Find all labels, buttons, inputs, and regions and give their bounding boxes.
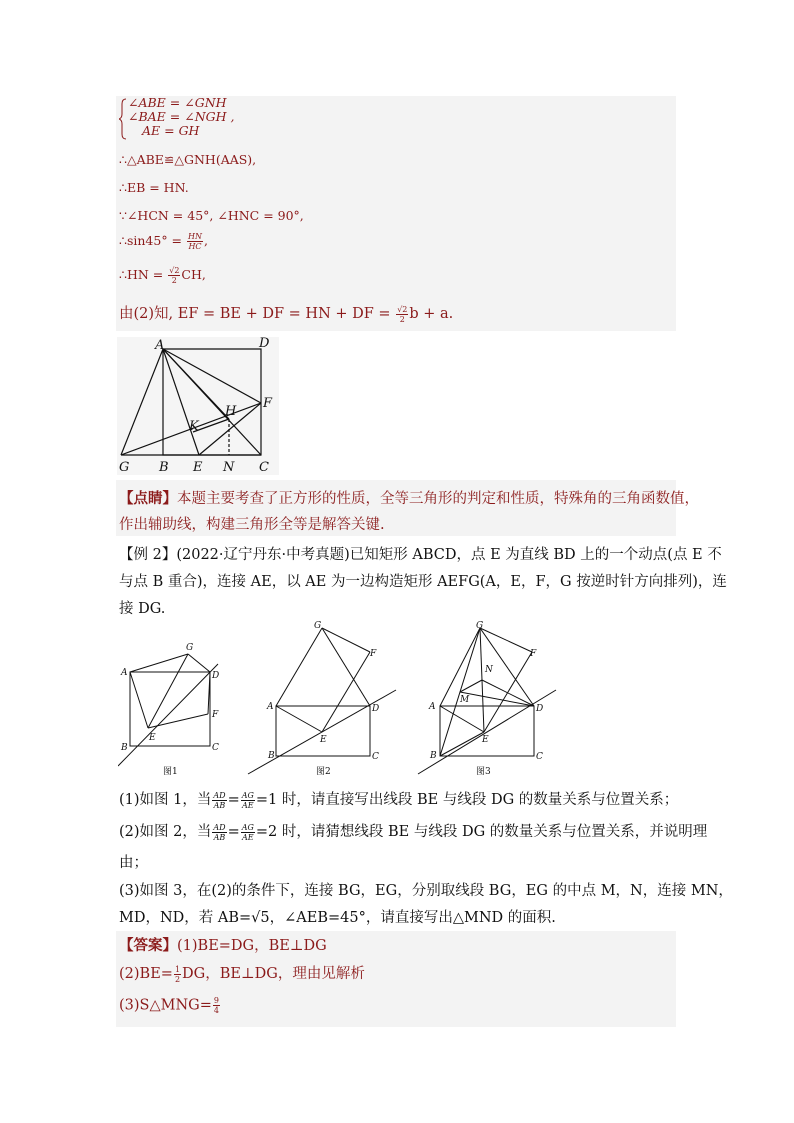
fig3-label-A: A [429,702,436,712]
fig2-label-B: B [268,751,275,761]
label-E: E [193,460,203,475]
fig1-label-E: E [149,733,156,743]
label-C: C [259,460,269,475]
fig3-label-G: G [476,621,484,631]
answer-line-1: 【答案】(1)BE=DG，BE⊥DG [119,937,327,954]
example-line-2: 与点 B 重合)，连接 AE，以 AE 为一边构造矩形 AEFG(A，E，F，G 按逆时针方向排列)，连 [119,574,727,590]
figures-row [118,616,560,778]
fraction: $\frac{√2}{2}$ [397,304,408,324]
fig2-label-G: G [314,621,322,631]
caption-fig3: 图3 [476,767,491,777]
label-F: F [263,396,273,411]
fig1-label-A: A [121,668,128,678]
proof-line-4: ∴sin45° = $\frac{HN}{HC}$ , [119,232,208,251]
fraction: $\frac{HN}{HC}$ [188,232,202,251]
fig1-label-G: G [186,643,194,653]
fig2-label-E: E [320,735,327,745]
fig3-label-F: F [530,649,537,659]
comment-tag: 【点睛】 [119,490,177,507]
question-2-line-2: 由； [119,855,148,871]
system-row-3: AE = GH [142,123,200,138]
answer-tag: 【答案】 [119,937,177,954]
square-figure [117,337,279,475]
fraction: $\frac{1}{2}$ [174,964,181,984]
fig1-label-B: B [121,743,128,753]
fig3-label-C: C [536,752,543,762]
fig2-label-F: F [370,649,377,659]
fig3-label-M: M [460,695,470,705]
fig3-label-B: B [430,751,437,761]
comment-line-1: 【点睛】本题主要考查了正方形的性质，全等三角形的判定和性质，特殊角的三角函数值， [119,490,699,507]
label-B: B [159,460,169,475]
question-2: (2)如图 2，当 $\frac{AD}{AB}$ = $\frac{AG}{AE}$ =2 时，请猜想线段 BE 与线段 DG 的数量关系与位置关系，并说明理 [119,822,708,842]
fig1-label-D: D [212,671,220,681]
fraction: $\frac{AG}{AE}$ [241,790,254,810]
example-line-3: 接 DG. [119,601,166,617]
fig1-label-F: F [212,710,219,720]
answer-line-2: (2)BE= $\frac{1}{2}$ DG，BE⊥DG，理由见解析 [119,964,365,984]
question-3-line-1: (3)如图 3，在(2)的条件下，连接 BG，EG，分别取线段 BG，EG 的中点 M，N，连接 MN， [119,883,733,899]
answer-line-3: (3)S△MNG= $\frac{9}{4}$ [119,996,219,1015]
fraction: $\frac{√2}{2}$ [169,266,180,285]
fig1-label-C: C [212,743,219,753]
label-K: K [189,419,199,434]
fraction: $\frac{AD}{AB}$ [213,790,226,810]
fraction: $\frac{9}{4}$ [213,996,219,1015]
fig3-label-N: N [485,665,493,675]
label-H: H [225,404,237,419]
question-3-line-2: MD，ND，若 AB=√5，∠AEB=45°，请直接写出△MND 的面积. [119,910,556,926]
fig3-label-E: E [482,735,489,745]
fig2-label-A: A [267,702,274,712]
fraction: $\frac{AG}{AE}$ [241,822,254,842]
caption-fig2: 图2 [316,767,331,777]
fraction: $\frac{AD}{AB}$ [213,822,226,842]
fig3-label-D: D [536,704,544,714]
brace-icon [119,98,127,140]
proof-line-2: ∴EB = HN. [119,180,189,195]
proof-line-1: ∴△ABE≌△GNH(AAS), [119,152,257,167]
proof-line-6: 由(2)知, EF = BE + DF = HN + DF = $\frac{√2}{2}$ b + a. [119,304,454,324]
label-A: A [155,338,165,353]
example-line-1: 【例 2】(2022·辽宁丹东·中考真题)已知矩形 ABCD，点 E 为直线 BD 上的一个动点(点 E 不 [119,547,722,563]
figure-1 [118,654,218,766]
fig2-label-D: D [372,704,380,714]
comment-line-2: 作出辅助线，构建三角形全等是解答关键. [119,517,385,533]
label-G: G [119,460,130,475]
question-1: (1)如图 1，当 $\frac{AD}{AB}$ = $\frac{AG}{AE}$ =1 时，请直接写出线段 BE 与线段 DG 的数量关系与位置关系； [119,790,679,810]
proof-line-3: ∵∠HCN = 45°, ∠HNC = 90°, [119,208,304,223]
label-D: D [259,337,270,351]
label-N: N [223,460,235,475]
system-row-1: ∠ABE = ∠GNH [128,95,227,110]
system-row-2: ∠BAE = ∠NGH , [128,109,235,124]
caption-fig1: 图1 [163,767,178,777]
proof-line-5: ∴HN = $\frac{√2}{2}$ CH, [119,266,206,285]
fig2-label-C: C [372,752,379,762]
